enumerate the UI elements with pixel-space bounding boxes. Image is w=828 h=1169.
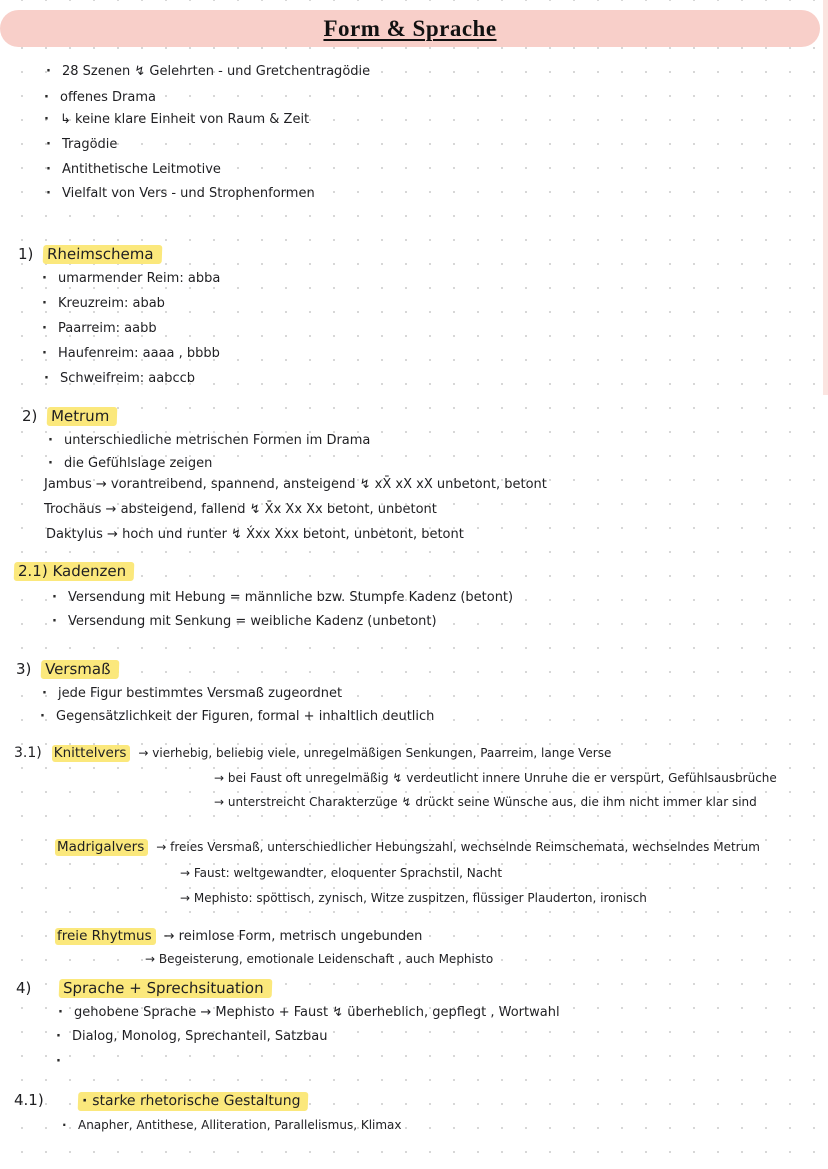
section-4-heading [16, 979, 272, 998]
note-text: Schweifreim: aabccb [60, 371, 196, 386]
list-item [52, 614, 437, 630]
intro-item [44, 90, 156, 106]
list-item [42, 296, 165, 312]
page-header-banner [0, 10, 820, 47]
section-number: 2) [22, 407, 38, 425]
section-number: 4) [16, 979, 32, 997]
note-text: die Gefühlslage zeigen [64, 456, 213, 471]
note-text: Daktylus → hoch und runter ↯ X́xx Xxx betont, unbetont, betont [46, 527, 464, 542]
metrum-trochaeus-line [44, 502, 437, 518]
page-edge-decoration [823, 0, 828, 395]
note-text: → reimlose Form, metrisch ungebunden [163, 929, 423, 944]
note-text: → freies Versmaß, unterschiedlicher Hebungszahl, wechselnde Reimschemata, wechselndes Metrum [156, 840, 760, 854]
note-text: → Faust: weltgewandter, eloquenter Sprachstil, Nacht [180, 866, 503, 880]
section-title-highlight: · starke rhetorische Gestaltung [77, 1092, 308, 1111]
madrigalvers-heading [55, 839, 760, 856]
list-item [62, 1117, 402, 1133]
note-text: jede Figur bestimmtes Versmaß zugeordnet [58, 686, 343, 701]
note-text: Tragödie [62, 137, 118, 152]
note-text: ↳ keine klare Einheit von Raum & Zeit [60, 112, 310, 127]
page-title: Form & Sprache [323, 15, 497, 41]
note-text: Haufenreim: aaaa , bbbb [58, 346, 220, 361]
knittelvers-label: Knittelvers [52, 745, 131, 762]
section-number: 1) [18, 245, 34, 263]
freie-rhytmus-line [145, 951, 493, 967]
note-text: umarmender Reim: abba [58, 271, 221, 286]
note-text: gehobene Sprache → Mephisto + Faust ↯ überheblich, gepflegt , Wortwahl [74, 1005, 560, 1020]
intro-item [46, 162, 221, 178]
note-text: unterschiedliche metrischen Formen im Drama [64, 433, 371, 448]
section-number: 2.1) [17, 562, 49, 580]
note-text: → Begeisterung, emotionale Leidenschaft , auch Mephisto [145, 952, 494, 966]
section-4-1-heading [14, 1092, 308, 1111]
section-title-highlight: Metrum [47, 407, 118, 426]
list-item [42, 346, 220, 362]
note-text: Vielfalt von Vers - und Strophenformen [62, 186, 315, 201]
note-text: → vierhebig, beliebig viele, unregelmäßigen Senkungen, Paarreim, lange Verse [138, 746, 612, 760]
section-3-heading [16, 660, 119, 679]
section-title-highlight: Rheimschema [43, 245, 162, 264]
section-number: 3) [16, 660, 32, 678]
metrum-jambus-line [44, 477, 547, 493]
empty-bullet [56, 1054, 72, 1070]
note-text: Jambus → vorantreibend, spannend, ansteigend ↯ xX̄ xX xX unbetont, betont [44, 477, 547, 492]
note-text: offenes Drama [60, 90, 157, 105]
section-title: Kadenzen [52, 562, 127, 580]
section-number: 3.1) [14, 745, 42, 761]
note-text: → unterstreicht Charakterzüge ↯ drückt seine Wünsche aus, die ihm nicht immer klar sind [214, 795, 757, 809]
intro-item [44, 112, 309, 128]
metrum-daktylus-line [46, 527, 464, 543]
list-item [40, 709, 434, 725]
note-text: → Mephisto: spöttisch, zynisch, Witze zuspitzen, flüssiger Plauderton, ironisch [180, 891, 647, 905]
knittelvers-line [214, 794, 757, 810]
section-title: starke rhetorische Gestaltung [91, 1093, 301, 1109]
madrigalvers-line [180, 890, 647, 906]
list-item [44, 371, 195, 387]
note-text: Kreuzreim: abab [58, 296, 165, 311]
note-text: Gegensätzlichkeit der Figuren, formal + inhaltlich deutlich [56, 709, 435, 724]
section-number: 4.1) [14, 1091, 44, 1109]
note-text: Paarreim: aabb [58, 321, 157, 336]
list-item [48, 433, 370, 449]
madrigalvers-line [180, 865, 502, 881]
note-text: 28 Szenen ↯ Gelehrten - und Gretchentragödie [62, 64, 371, 79]
section-title-highlight: Sprache + Sprechsituation [59, 979, 272, 998]
intro-item [46, 137, 117, 153]
section-2-1-heading [14, 562, 134, 581]
freie-rhytmus-heading [55, 928, 422, 945]
section-1-heading [18, 245, 162, 264]
list-item [42, 271, 220, 287]
section-2-heading [22, 407, 118, 426]
note-text: Versendung mit Hebung = männliche bzw. Stumpfe Kadenz (betont) [68, 590, 514, 605]
intro-item [46, 64, 370, 80]
list-item [48, 456, 212, 472]
list-item [42, 686, 342, 702]
section-title-highlight [14, 562, 135, 581]
note-text: Dialog, Monolog, Sprechanteil, Satzbau [72, 1029, 328, 1044]
madrigalvers-label: Madrigalvers [55, 839, 148, 856]
list-item [58, 1005, 560, 1021]
list-item [52, 590, 513, 606]
list-item [56, 1029, 327, 1045]
note-text: Antithetische Leitmotive [62, 162, 221, 177]
note-text: Anapher, Antithese, Alliteration, Parallelismus, Klimax [78, 1118, 402, 1132]
note-text: → bei Faust oft unregelmäßig ↯ verdeutlicht innere Unruhe die er verspürt, Gefühlsausbrüche [214, 771, 777, 785]
section-title-highlight: Versmaß [41, 660, 119, 679]
note-text: Versendung mit Senkung = weibliche Kadenz (unbetont) [68, 614, 437, 629]
intro-item [46, 186, 315, 202]
list-item [42, 321, 157, 337]
knittelvers-line [214, 770, 777, 786]
note-text: Trochäus → absteigend, fallend ↯ X̄x Xx Xx betont, unbetont [44, 502, 437, 517]
freie-rhytmus-label: freie Rhytmus [55, 928, 156, 945]
section-3-1-heading [14, 745, 611, 762]
